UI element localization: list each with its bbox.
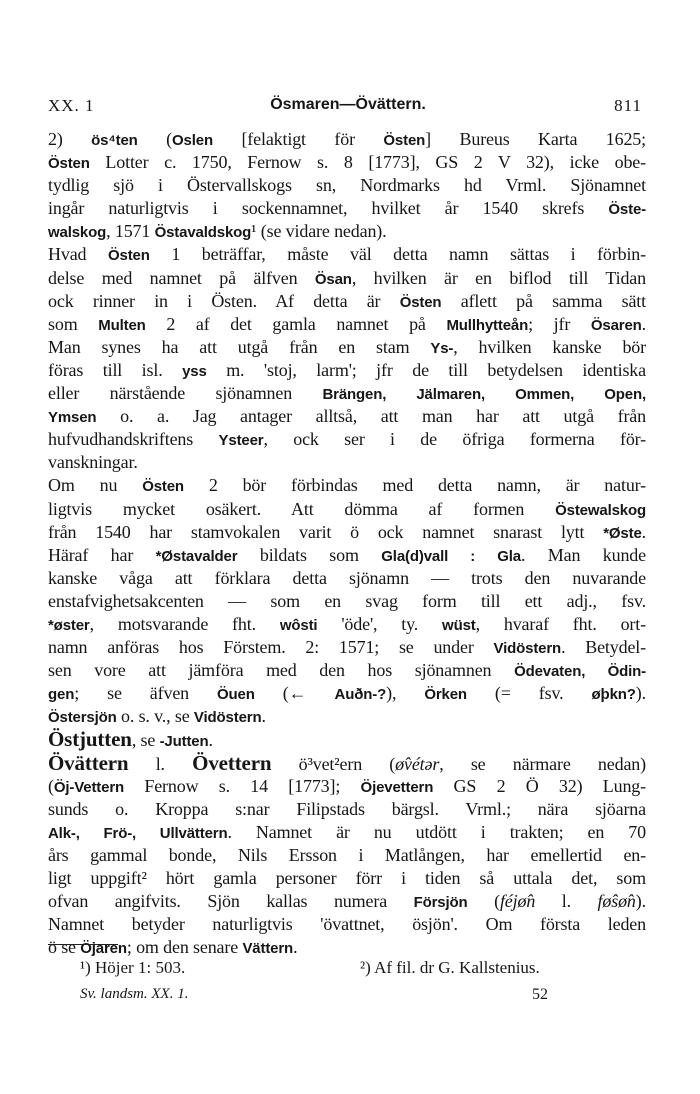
bold-term: Auðn-? (334, 686, 387, 704)
bold-term: Mullhytteån (446, 316, 529, 334)
bold-term: Vidöstern (493, 640, 562, 658)
bold-term: Försjön (413, 894, 468, 912)
bold-term: Ysteer (218, 432, 264, 450)
text-run: hufvudhandskriftens (48, 429, 219, 450)
text-line (48, 913, 646, 936)
text-run: ), (386, 683, 425, 704)
text-run: ( (48, 775, 54, 796)
text-run: ofvan angifvits. Sjön kallas numera (48, 891, 414, 912)
text-run: namn anföras hos Förstem. 2: 1571; se under (48, 637, 494, 658)
text-run: enstafvighetsakcenten — som en svag form till ett adj., fsv. (48, 590, 646, 611)
bold-term: Östen (399, 293, 442, 311)
bold-term: Östen (48, 155, 90, 173)
text-run: ock rinner in i Östen. Af detta är (48, 290, 400, 311)
text-line (48, 798, 646, 821)
sheet-number: 52 (532, 986, 548, 1003)
text-run: ligtvis mycket osäkert. Att dömma af formen (48, 498, 556, 519)
text-run: 2) (48, 129, 92, 149)
text-run: ( (137, 129, 173, 149)
text-run: Häraf har (48, 544, 156, 565)
text-run: ] Bureus Karta 1625; (425, 129, 646, 149)
headword: Övättern (48, 751, 129, 775)
text-run: , hvaraf fht. ort- (475, 613, 646, 634)
text-run: 'öde', ty. (317, 613, 443, 634)
bold-term: Ösaren (590, 316, 642, 334)
bold-term: Öj-Vettern (53, 778, 125, 796)
text-run: . Man kunde (520, 544, 646, 565)
text-run: m. 'stoj, larm'; jfr de till betydelsen identiska (206, 359, 646, 380)
text-line (48, 405, 646, 428)
text-run: sen vore att jämföra med den hos sjönamnen (48, 660, 515, 681)
text-line (48, 567, 646, 590)
phonetic-form: ø̂vétər (395, 753, 440, 774)
text-run: ligt uppgift² hört gamla personer förr i tiden så uttala det, som (48, 868, 646, 888)
text-run: . Betydel- (561, 637, 646, 658)
text-line (48, 775, 646, 798)
text-line (48, 428, 646, 451)
bold-term: Östen (142, 478, 184, 496)
text-run: 1 beträffar, måste väl detta namn sättas i förbin- (149, 244, 646, 265)
footnote-1: ¹) Höjer 1: 503. (80, 958, 186, 977)
text-line (48, 890, 646, 913)
bold-term: Örken (424, 686, 467, 704)
text-run: ingår naturligtvis i sockennamnet, hvilket år 1540 skrefs (48, 198, 609, 219)
bold-term: Östavaldskog (154, 224, 252, 242)
text-line (48, 844, 646, 867)
text-line (48, 682, 646, 705)
headword: Övettern (192, 751, 272, 775)
text-line (48, 867, 646, 890)
text-run: eller närstående sjönamnen (48, 383, 323, 404)
bold-term: Östewalskog (555, 501, 646, 519)
text-run: . (641, 313, 646, 334)
footnote-2: ²) Af fil. dr G. Kallstenius. (360, 958, 540, 977)
bold-term: Ödevaten, Ödin- (514, 663, 646, 681)
text-line (48, 267, 646, 290)
text-line (48, 220, 646, 243)
text-line (48, 705, 646, 728)
text-run: 2 af det gamla namnet på (145, 313, 447, 334)
text-line (48, 659, 646, 682)
bold-term: Alk-, Frö-, Ullvättern (48, 824, 228, 842)
text-line (48, 544, 646, 567)
text-run: . (208, 730, 213, 751)
volume-label: XX. 1 (48, 96, 95, 115)
text-line (48, 590, 646, 613)
text-run: ; jfr (528, 313, 591, 334)
text-run: års gammal bonde, Nils Ersson i Matlången, har emellertid en- (48, 844, 646, 865)
page-number-top: 811 (614, 96, 642, 115)
text-line (48, 174, 646, 197)
text-run: , 1571 (106, 221, 155, 242)
text-run: (= fsv. (466, 683, 592, 704)
text-line (48, 498, 646, 521)
text-run: Namnet betyder naturligtvis 'övattnet, ösjön'. Om första leden (48, 914, 646, 935)
text-run: ; om den senare (126, 937, 243, 958)
text-line (48, 382, 646, 405)
text-line (48, 243, 646, 266)
text-run: vanskningar. (48, 452, 138, 473)
text-run: Fernow s. 14 [1773]; (124, 775, 361, 796)
bold-term: wôsti (279, 616, 318, 634)
bold-term: Öste- (608, 201, 646, 219)
bold-term: Östen (107, 247, 150, 265)
text-run: ). (635, 683, 646, 704)
text-run: som (48, 313, 99, 334)
bold-term: Öuen (217, 686, 255, 704)
bold-term: wüst (442, 616, 476, 634)
text-run: . (261, 706, 266, 727)
bold-term: walskog (48, 224, 107, 242)
bold-term: øþkn? (591, 686, 636, 704)
bold-term: ös⁴ten (91, 132, 138, 149)
text-line (48, 821, 646, 844)
text-run: Lotter c. 1750, Fernow s. 8 [1773], GS 2 V 32), icke obe- (89, 152, 646, 173)
text-line (48, 359, 646, 382)
text-line (48, 752, 646, 775)
text-run: ). (635, 891, 646, 912)
text-run: . (293, 937, 298, 958)
text-run: ; se äfven (74, 683, 218, 704)
text-run: sunds o. Kroppa s:nar Filipstads bärgsl. Vrml.; nära sjöarna (48, 798, 646, 819)
bold-term: Vidöstern (193, 709, 262, 727)
running-header (48, 96, 648, 122)
phonetic-form: féjø̂n (499, 891, 536, 912)
text-run: aflett på samma sätt (441, 290, 646, 311)
text-run: bildats som (237, 544, 382, 565)
text-line (48, 290, 646, 313)
text-run: Om nu (48, 475, 143, 496)
text-line (48, 128, 646, 151)
text-run: ö se (48, 937, 81, 958)
text-line (48, 451, 646, 474)
text-run: föras till isl. (48, 359, 183, 380)
bold-term: -Jutten (159, 733, 209, 751)
bold-term: Östen (383, 132, 426, 149)
text-line (48, 197, 646, 220)
text-run: Hvad (48, 244, 108, 265)
text-run: , se (131, 730, 160, 751)
text-run: l. (128, 753, 193, 774)
bold-term: Öjevettern (360, 778, 434, 796)
bold-term: Ösan (314, 270, 352, 288)
text-run: , hvilken kanske bör (453, 336, 646, 357)
text-run: l. (535, 891, 598, 912)
text-run: delse med namnet på älfven (48, 267, 315, 288)
text-run: , ock ser i de öfriga formerna för- (263, 429, 646, 450)
bold-term: Ymsen (48, 409, 97, 427)
bold-term: *Øste (603, 524, 642, 542)
bold-term: Multen (98, 316, 146, 334)
text-line (48, 151, 646, 174)
text-run: från 1540 har stamvokalen varit ö ock namnet snarast lytt (48, 521, 604, 542)
text-run: , motsvarande fht. (89, 613, 280, 634)
text-line (48, 521, 646, 544)
bold-term: Gla(d)vall : Gla (381, 547, 521, 565)
phonetic-form: fø̂sø̂n (597, 891, 636, 912)
text-line (48, 613, 646, 636)
bold-term: Vättern (242, 940, 294, 958)
text-run: 2 bör förbindas med detta namn, är natur- (183, 475, 646, 496)
bold-term: gen (48, 686, 75, 704)
text-line (48, 474, 646, 497)
text-run: ( (467, 891, 500, 912)
bold-term: yss (182, 362, 207, 380)
bold-term: Brängen, Jälmaren, Ommen, Open, (322, 386, 646, 404)
footnote-divider (48, 944, 118, 945)
text-run: , hvilken är en biflod till Tidan (351, 267, 646, 288)
bold-term: *øster (48, 616, 90, 634)
text-run: , se närmare nedan) (439, 753, 646, 774)
bold-term: Östersjön (48, 709, 117, 727)
text-run: . (641, 521, 646, 542)
text-run: . Namnet är nu utdött i trakten; en 70 (227, 821, 646, 842)
text-run: ¹ (se vidare nedan). (251, 221, 387, 242)
header-title: Ösmaren—Övättern. (270, 96, 426, 113)
text-run: tydlig sjö i Östervallskogs sn, Nordmarks hd Vrml. Sjönamnet (48, 175, 646, 196)
text-run: ö³vet²ern ( (271, 753, 396, 774)
text-line (48, 936, 646, 959)
text-run: (← (254, 683, 335, 704)
text-line (48, 336, 646, 359)
bold-term: *Østavalder (155, 547, 238, 565)
text-run: o. a. Jag antager alltså, att man har att utgå från (96, 406, 646, 427)
bold-term: Ys- (430, 339, 454, 357)
text-run: o. s. v., se (116, 706, 194, 727)
text-run: [felaktigt för (212, 129, 384, 149)
text-run: GS 2 Ö 32) Lung- (433, 775, 646, 796)
text-line (48, 728, 646, 751)
text-run: kanske våga att förklara detta sjönamn — trots den nuvarande (48, 567, 646, 588)
bold-term: Öjaren (80, 940, 127, 958)
signature-mark: Sv. landsm. XX. 1. (80, 986, 189, 1002)
text-run: Man synes ha att utgå från en stam (48, 336, 431, 357)
bold-term: Oslen (172, 132, 213, 149)
text-line (48, 313, 646, 336)
headword: Östjutten (48, 728, 132, 752)
text-line (48, 636, 646, 659)
page-body-text (48, 128, 646, 959)
